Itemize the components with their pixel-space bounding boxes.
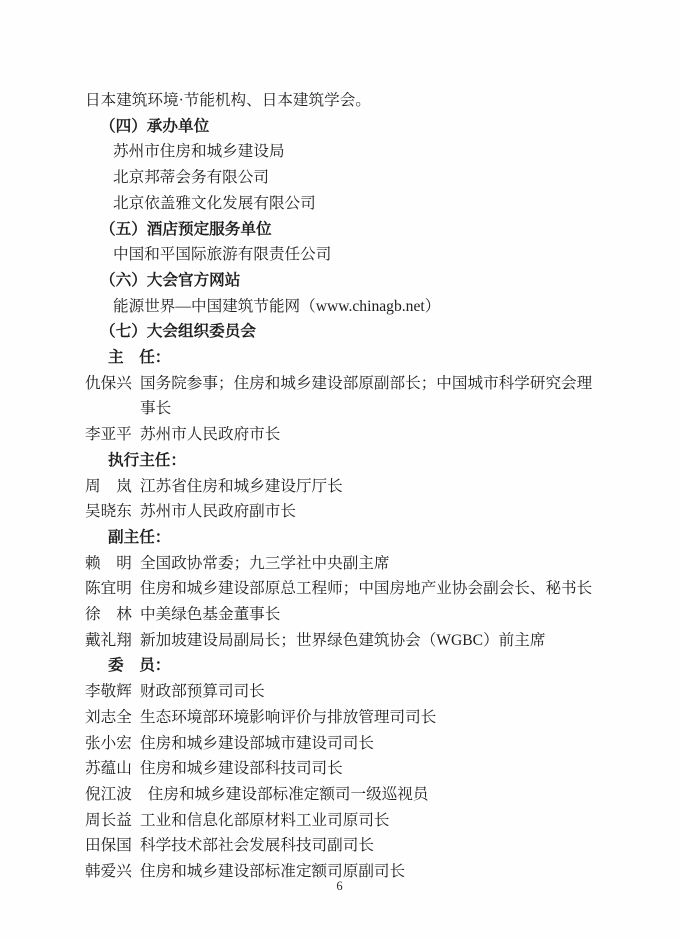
member-name: 赖 明 xyxy=(85,554,132,572)
member-name: 仇保兴 xyxy=(85,374,132,392)
member-name: 周长益 xyxy=(85,811,132,829)
sections-container xyxy=(85,114,594,885)
section-heading: （六）大会官方网站 xyxy=(100,271,241,289)
member-row xyxy=(85,782,594,808)
member-title: 苏州市人民政府副市长 xyxy=(140,503,296,521)
member-name: 周 岚 xyxy=(85,477,132,495)
member-row xyxy=(85,679,594,705)
member-title: 江苏省住房和城乡建设厅厅长 xyxy=(140,477,343,495)
organization-item: 中国和平国际旅游有限责任公司 xyxy=(113,246,332,264)
member-row xyxy=(85,576,594,602)
member-row xyxy=(85,602,594,628)
member-title: 住房和城乡建设部科技司司长 xyxy=(140,760,343,778)
member-row xyxy=(85,628,594,654)
member-row xyxy=(85,551,594,577)
member-name: 李亚平 xyxy=(85,426,132,444)
member-title: 国务院参事；住房和城乡建设部原副部长；中国城市科学研究会理事长 xyxy=(140,374,593,418)
member-name: 徐 林 xyxy=(85,606,132,624)
member-title: 工业和信息化部原材料工业司原司长 xyxy=(140,811,390,829)
intro-paragraph: 日本建筑环境·节能机构、日本建筑学会。 xyxy=(85,92,371,109)
member-title: 住房和城乡建设部原总工程师；中国房地产业协会副会长、秘书长 xyxy=(140,580,593,598)
member-name: 李敬辉 xyxy=(85,683,132,701)
member-row xyxy=(85,808,594,834)
page-number: 6 xyxy=(336,879,343,893)
organization-item: 北京邦蒂会务有限公司 xyxy=(113,169,269,187)
member-row xyxy=(85,371,594,422)
member-name: 倪江波 xyxy=(85,785,132,803)
role-label: 委 员： xyxy=(108,657,171,675)
member-name: 苏蕴山 xyxy=(85,760,132,778)
member-row xyxy=(85,499,594,525)
member-name: 刘志全 xyxy=(85,708,132,726)
section-heading: （五）酒店预定服务单位 xyxy=(100,220,272,238)
member-title: 中美绿色基金董事长 xyxy=(140,606,281,624)
member-name: 田保国 xyxy=(85,837,132,855)
member-title: 住房和城乡建设部标准定额司原副司长 xyxy=(140,863,406,881)
member-title: 全国政协常委；九三学社中央副主席 xyxy=(140,554,390,572)
member-row xyxy=(85,474,594,500)
role-label: 执行主任： xyxy=(108,451,186,469)
member-row xyxy=(85,705,594,731)
member-title: 苏州市人民政府市长 xyxy=(140,426,281,444)
organization-item: 北京依盖雅文化发展有限公司 xyxy=(113,194,316,212)
member-name: 张小宏 xyxy=(85,734,132,752)
member-title: 生态环境部环境影响评价与排放管理司司长 xyxy=(140,708,437,726)
member-title: 新加坡建设局副局长；世界绿色建筑协会（WGBC）前主席 xyxy=(140,631,546,649)
member-title: 住房和城乡建设部城市建设司司长 xyxy=(140,734,374,752)
member-row xyxy=(85,756,594,782)
organization-item: 苏州市住房和城乡建设局 xyxy=(113,143,285,161)
member-name: 陈宜明 xyxy=(85,580,132,598)
member-name: 吴晓东 xyxy=(85,503,132,521)
member-title: 财政部预算司司长 xyxy=(140,683,265,701)
role-label: 副主任： xyxy=(108,528,171,546)
member-title: 科学技术部社会发展科技司副司长 xyxy=(140,837,374,855)
organization-item: 能源世界—中国建筑节能网（www.chinagb.net） xyxy=(113,297,441,315)
member-title: 住房和城乡建设部标准定额司一级巡视员 xyxy=(140,785,429,803)
role-label: 主 任： xyxy=(108,349,171,367)
member-row xyxy=(85,422,594,448)
document-body xyxy=(85,88,594,885)
member-name: 韩爱兴 xyxy=(85,863,132,881)
member-row xyxy=(85,731,594,757)
section-heading: （七）大会组织委员会 xyxy=(100,323,256,341)
member-name: 戴礼翔 xyxy=(85,631,132,649)
member-row xyxy=(85,833,594,859)
section-heading: （四）承办单位 xyxy=(100,117,210,135)
